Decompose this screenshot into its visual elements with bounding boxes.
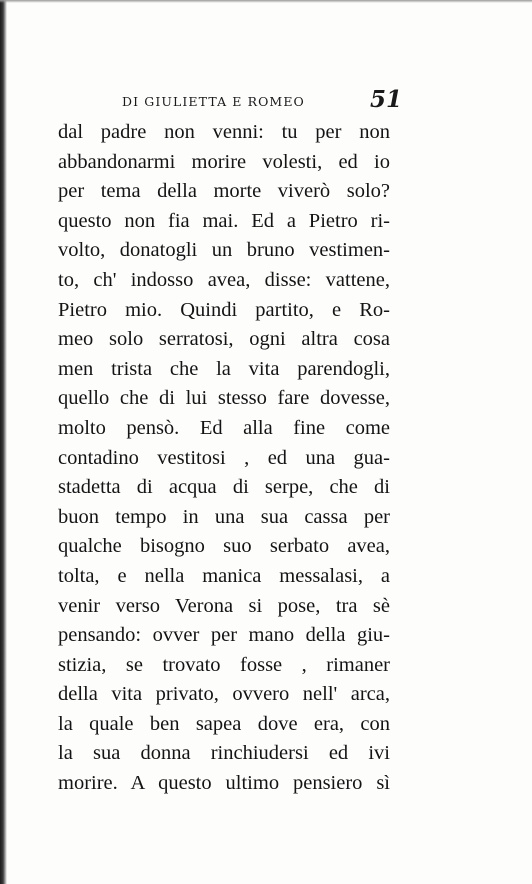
text-line: contadino vestitosi , ed una gua- [58, 446, 390, 469]
text-line: per tema della morte viverò solo? [58, 180, 390, 203]
text-line: abbandonarmi morire volesti, ed io [58, 150, 390, 173]
text-line: volto, donatogli un bruno vestimen- [58, 239, 390, 262]
text-line: quello che di lui stesso fare dovesse, [58, 387, 390, 410]
text-line: dal padre non venni: tu per non [58, 121, 390, 143]
text-line: tolta, e nella manica messalasi, a [58, 564, 390, 587]
text-line: buon tempo in una sua cassa per [58, 505, 390, 528]
text-line: molto pensò. Ed alla fine come [58, 416, 390, 439]
text-line: men trista che la vita parendogli, [58, 357, 390, 380]
running-title: DI GIULIETTA E ROMEO [122, 94, 305, 109]
text-line: meo solo serratosi, ogni altra cosa [58, 328, 390, 351]
text-line: Pietro mio. Quindi partito, e Ro- [58, 298, 390, 321]
text-line: questo non fia mai. Ed a Pietro ri- [58, 209, 390, 232]
text-line: to, ch' indosso avea, disse: vattene, [58, 268, 390, 291]
running-head [122, 86, 402, 116]
text-line: venir verso Verona si pose, tra sè [58, 594, 390, 617]
text-line: stadetta di acqua di serpe, che di [58, 476, 390, 499]
text-line: qualche bisogno suo serbato avea, [58, 535, 390, 558]
text-line: morire. A questo ultimo pensiero sì [58, 772, 390, 795]
text-line: la sua donna rinchiudersi ed ivi [58, 742, 390, 765]
text-line: pensando: ovver per mano della giu- [58, 624, 390, 647]
page-binding-edge [0, 0, 7, 884]
text-line: stizia, se trovato fosse , rimaner [58, 653, 390, 676]
text-line: la quale ben sapea dove era, con [58, 712, 390, 735]
text-line: della vita privato, ovvero nell' arca, [58, 683, 390, 706]
page-number: 51 [369, 86, 402, 113]
page-top-edge [0, 0, 532, 3]
body-text [58, 118, 390, 799]
